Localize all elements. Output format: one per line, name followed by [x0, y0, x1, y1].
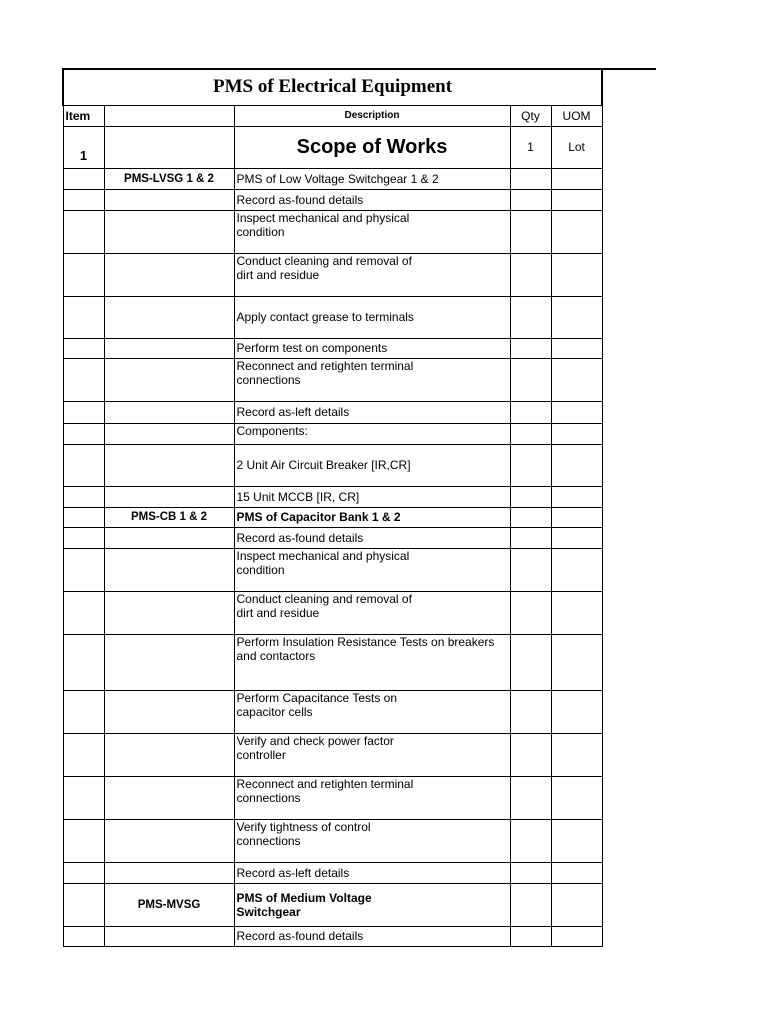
table-row: [63, 634, 602, 690]
qty-cell: [510, 401, 551, 423]
uom-cell: [551, 358, 602, 401]
qty-cell: [510, 591, 551, 634]
table-row: [63, 168, 602, 189]
scope-uom: Lot: [551, 126, 602, 168]
header-item: Item: [63, 105, 104, 126]
scope-code: [104, 126, 234, 168]
task-description: 2 Unit Air Circuit Breaker [IR,CR]: [234, 444, 510, 486]
table-row: [63, 189, 602, 210]
header-border-extension: [600, 68, 656, 70]
equipment-code: PMS-LVSG 1 & 2: [104, 168, 234, 189]
task-description: Record as-found details: [234, 189, 510, 210]
item-cell: [63, 401, 104, 423]
qty-cell: [510, 690, 551, 733]
task-description: Verify tightness of control connections: [234, 819, 510, 862]
uom-cell: [551, 189, 602, 210]
item-cell: [63, 733, 104, 776]
equipment-code: [104, 634, 234, 690]
uom-cell: [551, 423, 602, 444]
task-description: Verify and check power factor controller: [234, 733, 510, 776]
qty-cell: [510, 862, 551, 883]
uom-cell: [551, 210, 602, 253]
header-description: Description: [234, 105, 510, 126]
qty-cell: [510, 486, 551, 507]
item-cell: [63, 486, 104, 507]
pms-table-sheet: [62, 68, 601, 947]
table-row: [63, 690, 602, 733]
qty-cell: [510, 358, 551, 401]
item-cell: [63, 168, 104, 189]
task-description: Reconnect and retighten terminal connections: [234, 776, 510, 819]
item-cell: [63, 591, 104, 634]
equipment-code: [104, 527, 234, 548]
table-row: [63, 527, 602, 548]
item-cell: [63, 338, 104, 358]
equipment-code: PMS-MVSG: [104, 883, 234, 926]
qty-cell: [510, 507, 551, 527]
equipment-code: [104, 733, 234, 776]
equipment-code: [104, 926, 234, 946]
equipment-code: [104, 210, 234, 253]
qty-cell: [510, 189, 551, 210]
task-description: 15 Unit MCCB [IR, CR]: [234, 486, 510, 507]
equipment-code: [104, 776, 234, 819]
task-description: Inspect mechanical and physical condition: [234, 548, 510, 591]
uom-cell: [551, 507, 602, 527]
qty-cell: [510, 296, 551, 338]
table-row: [63, 776, 602, 819]
task-description: Conduct cleaning and removal of dirt and residue: [234, 253, 510, 296]
equipment-code: [104, 591, 234, 634]
item-cell: [63, 776, 104, 819]
table-row: [63, 819, 602, 862]
item-cell: [63, 862, 104, 883]
item-cell: [63, 444, 104, 486]
task-description: Components:: [234, 423, 510, 444]
uom-cell: [551, 634, 602, 690]
scope-description: Scope of Works: [234, 126, 510, 168]
uom-cell: [551, 338, 602, 358]
document-title: PMS of Electrical Equipment: [63, 69, 602, 105]
item-cell: [63, 883, 104, 926]
table-row: [63, 401, 602, 423]
item-cell: [63, 690, 104, 733]
task-description: PMS of Capacitor Bank 1 & 2: [234, 507, 510, 527]
equipment-code: [104, 401, 234, 423]
task-description: Record as-left details: [234, 401, 510, 423]
qty-cell: [510, 548, 551, 591]
table-row: [63, 296, 602, 338]
table-row: [63, 358, 602, 401]
item-cell: [63, 253, 104, 296]
item-cell: [63, 926, 104, 946]
qty-cell: [510, 733, 551, 776]
task-description: Conduct cleaning and removal of dirt and residue: [234, 591, 510, 634]
uom-cell: [551, 819, 602, 862]
equipment-code: PMS-CB 1 & 2: [104, 507, 234, 527]
qty-cell: [510, 883, 551, 926]
qty-cell: [510, 253, 551, 296]
uom-cell: [551, 591, 602, 634]
header-code: [104, 105, 234, 126]
task-description: PMS of Medium Voltage Switchgear: [234, 883, 510, 926]
table-row: [63, 591, 602, 634]
task-description: Perform Insulation Resistance Tests on breakers and contactors: [234, 634, 510, 690]
equipment-code: [104, 486, 234, 507]
scope-item-number: 1: [63, 126, 104, 168]
equipment-code: [104, 690, 234, 733]
task-description: Inspect mechanical and physical condition: [234, 210, 510, 253]
qty-cell: [510, 527, 551, 548]
equipment-code: [104, 819, 234, 862]
table-row: [63, 507, 602, 527]
uom-cell: [551, 401, 602, 423]
equipment-code: [104, 338, 234, 358]
header-row: [63, 105, 602, 126]
equipment-code: [104, 444, 234, 486]
item-cell: [63, 527, 104, 548]
qty-cell: [510, 634, 551, 690]
uom-cell: [551, 168, 602, 189]
task-description: Apply contact grease to terminals: [234, 296, 510, 338]
table-row: [63, 423, 602, 444]
table-row: [63, 926, 602, 946]
table-row: [63, 253, 602, 296]
equipment-code: [104, 253, 234, 296]
task-description: Perform Capacitance Tests on capacitor cells: [234, 690, 510, 733]
header-uom: UOM: [551, 105, 602, 126]
table-row: [63, 862, 602, 883]
table-row: [63, 733, 602, 776]
item-cell: [63, 819, 104, 862]
task-description: Reconnect and retighten terminal connections: [234, 358, 510, 401]
uom-cell: [551, 444, 602, 486]
item-cell: [63, 296, 104, 338]
uom-cell: [551, 527, 602, 548]
task-description: Record as-left details: [234, 862, 510, 883]
uom-cell: [551, 253, 602, 296]
table-row: [63, 210, 602, 253]
task-description: Record as-found details: [234, 926, 510, 946]
item-cell: [63, 507, 104, 527]
task-description: Perform test on components: [234, 338, 510, 358]
table-row: [63, 338, 602, 358]
equipment-code: [104, 296, 234, 338]
item-cell: [63, 210, 104, 253]
table-row: [63, 883, 602, 926]
uom-cell: [551, 733, 602, 776]
equipment-code: [104, 423, 234, 444]
uom-cell: [551, 926, 602, 946]
qty-cell: [510, 776, 551, 819]
equipment-code: [104, 548, 234, 591]
qty-cell: [510, 210, 551, 253]
uom-cell: [551, 486, 602, 507]
uom-cell: [551, 548, 602, 591]
uom-cell: [551, 862, 602, 883]
pms-table-body: [63, 69, 602, 946]
item-cell: [63, 358, 104, 401]
qty-cell: [510, 444, 551, 486]
item-cell: [63, 423, 104, 444]
task-description: Record as-found details: [234, 527, 510, 548]
table-row: [63, 548, 602, 591]
qty-cell: [510, 926, 551, 946]
qty-cell: [510, 819, 551, 862]
pms-table: [62, 68, 603, 947]
item-cell: [63, 548, 104, 591]
qty-cell: [510, 338, 551, 358]
equipment-code: [104, 358, 234, 401]
table-row: [63, 444, 602, 486]
item-cell: [63, 634, 104, 690]
equipment-code: [104, 189, 234, 210]
scope-qty: 1: [510, 126, 551, 168]
item-cell: [63, 189, 104, 210]
uom-cell: [551, 883, 602, 926]
table-row: [63, 486, 602, 507]
uom-cell: [551, 690, 602, 733]
uom-cell: [551, 776, 602, 819]
task-description: PMS of Low Voltage Switchgear 1 & 2: [234, 168, 510, 189]
header-qty: Qty: [510, 105, 551, 126]
equipment-code: [104, 862, 234, 883]
qty-cell: [510, 168, 551, 189]
qty-cell: [510, 423, 551, 444]
uom-cell: [551, 296, 602, 338]
title-row: [63, 69, 602, 105]
scope-row: [63, 126, 602, 168]
